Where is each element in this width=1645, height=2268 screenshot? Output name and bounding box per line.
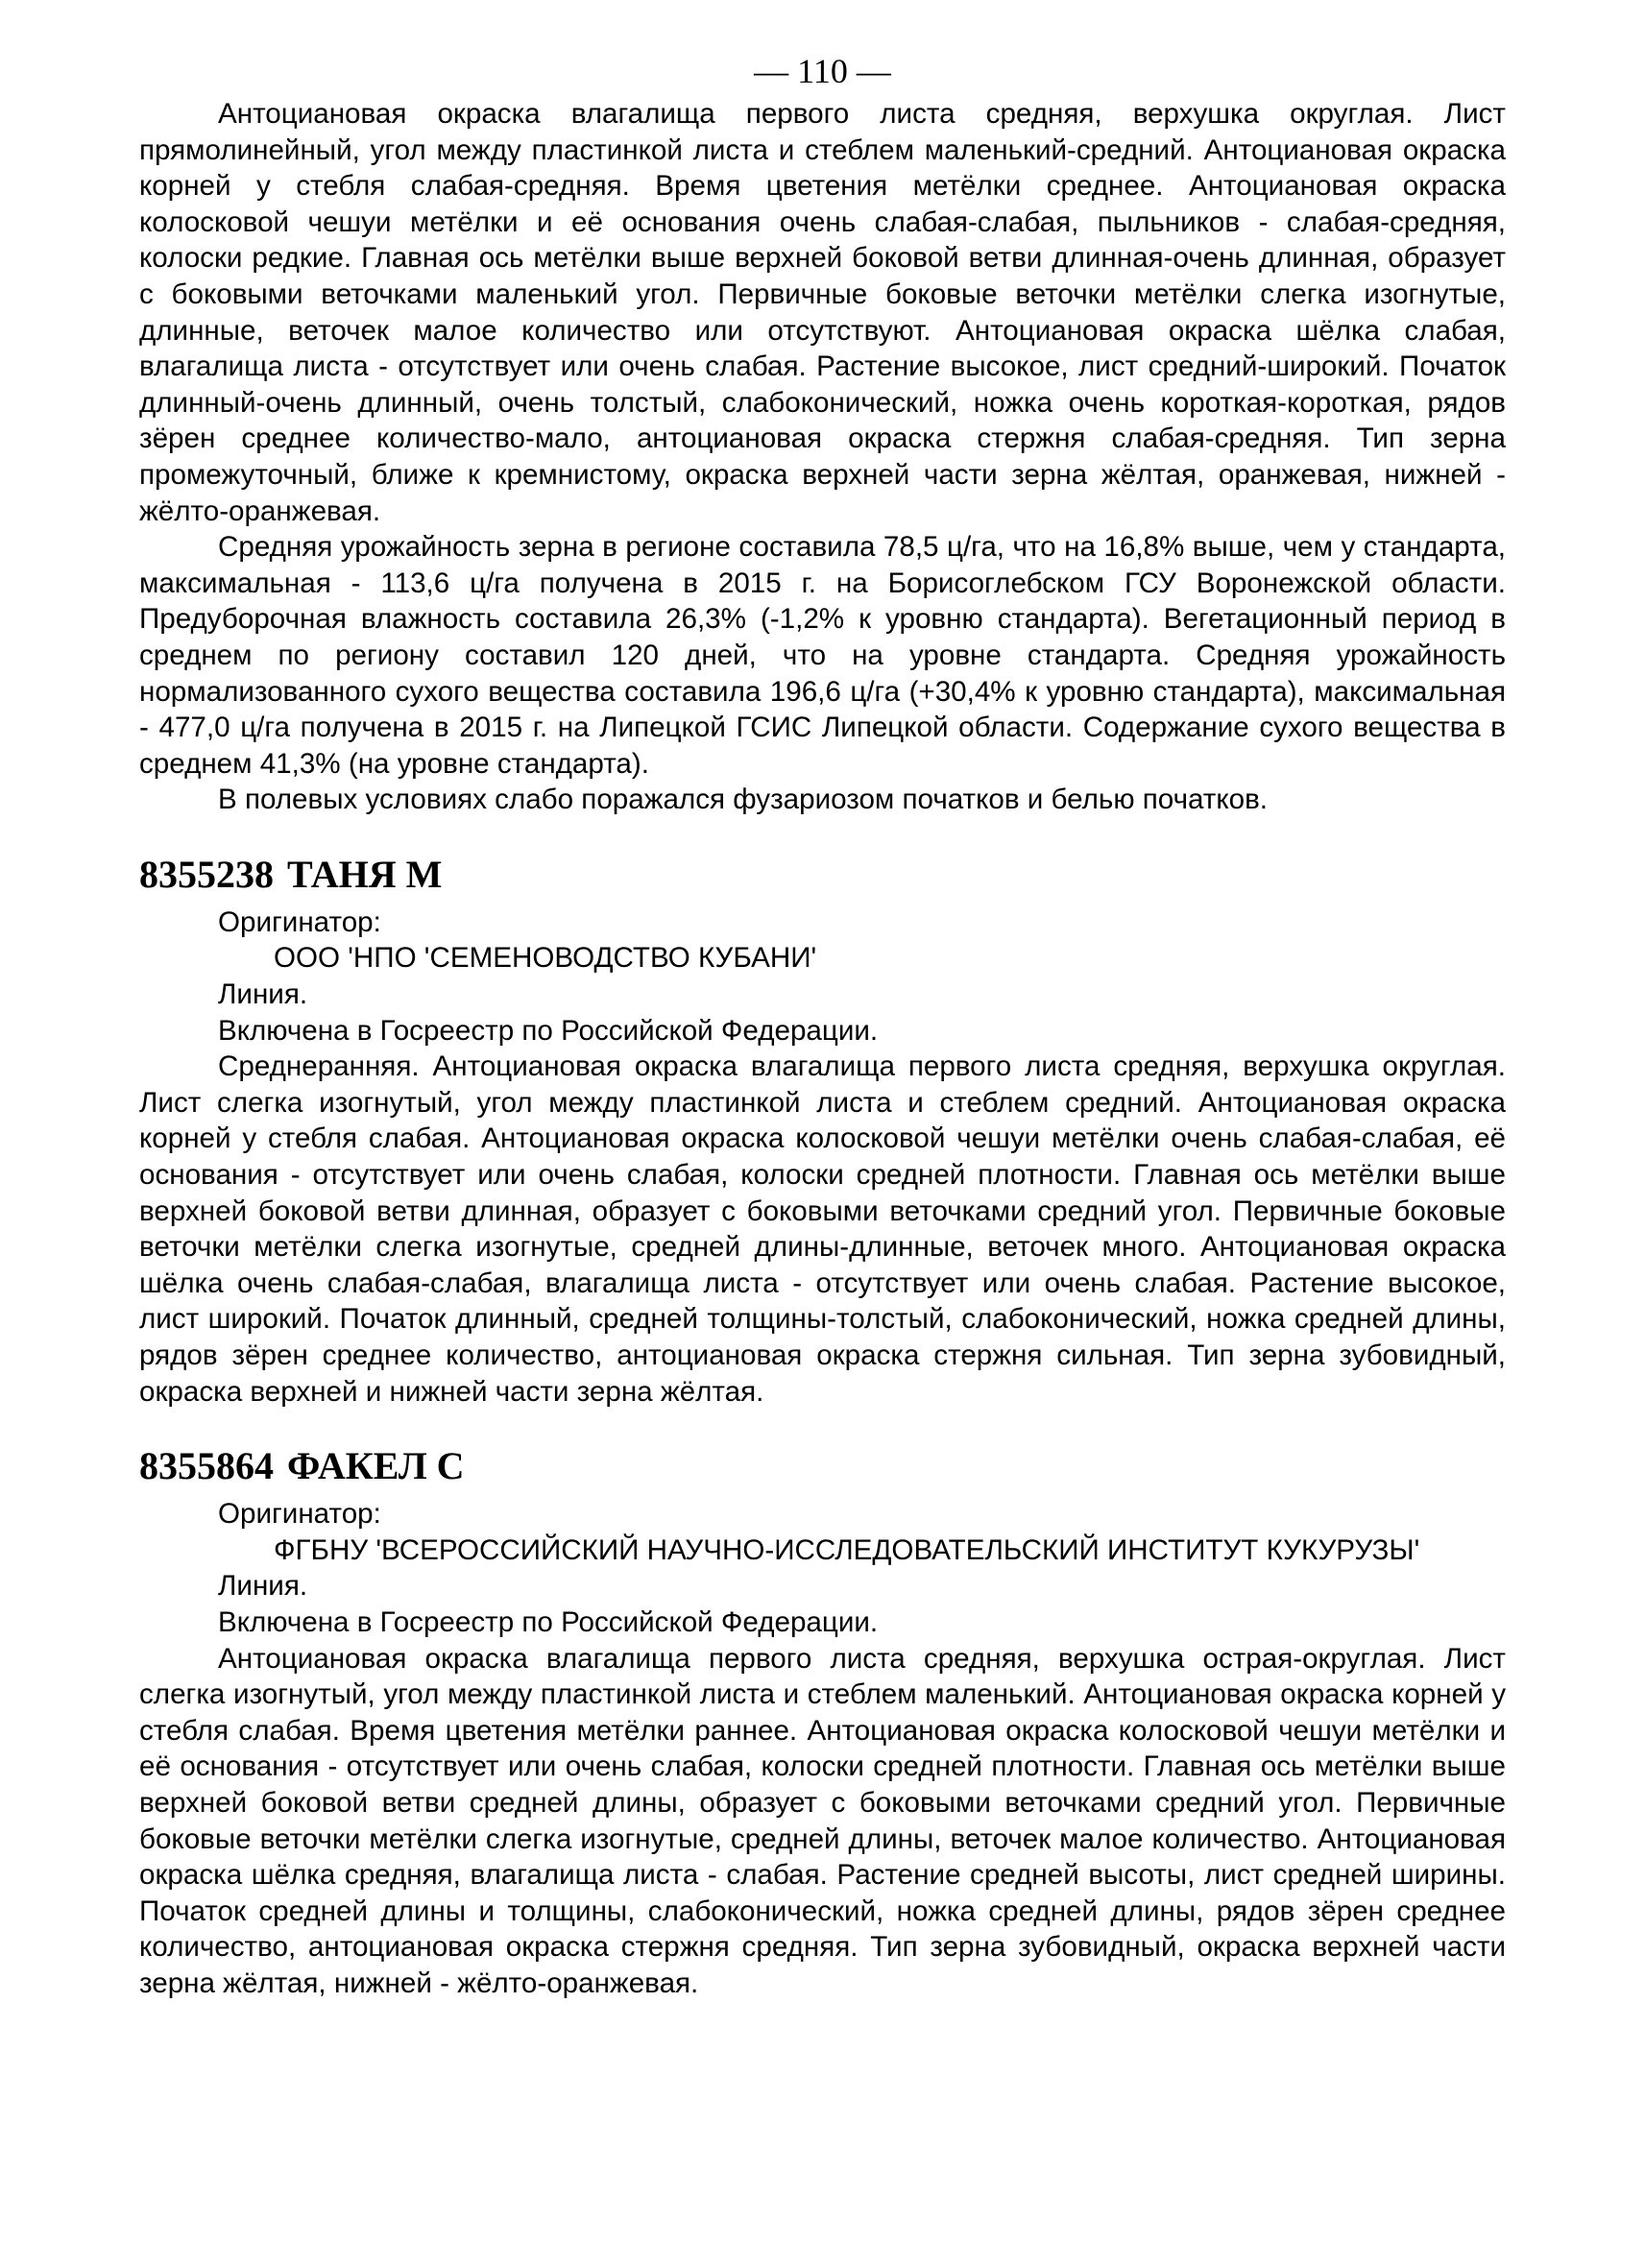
document-page bbox=[139, 48, 1506, 2002]
registry-status: Включена в Госреестр по Российской Федерации. bbox=[218, 1014, 879, 1047]
originator-name: ООО 'НПО 'СЕМЕНОВОДСТВО КУБАНИ' bbox=[274, 942, 817, 975]
originator-name: ФГБНУ 'ВСЕРОССИЙСКИЙ НАУЧНО-ИССЛЕДОВАТЕЛЬСКИЙ ИНСТИТУТ КУКУРУЗЫ' bbox=[274, 1533, 1420, 1566]
entry-tanya-m bbox=[139, 851, 1506, 1410]
entry-title: ФАКЕЛ С bbox=[287, 1444, 465, 1488]
intro-paragraph-disease: В полевых условиях слабо поражался фузариозом початков и белью початков. bbox=[218, 784, 1269, 816]
intro-paragraph-yield: Средняя урожайность зерна в регионе составила 78,5 ц/га, что на 16,8% выше, чем у стандарта, максимальная - 113,6 ц/га получена в 2015 г. на Борисоглебском ГСУ Воронежской области. Предуборочная влажность составила 26,3% (-1,2% к уровню стандарта). Вегетационный период в среднем по региону составил 120 дней, что на уровне стандарта. Средняя урожайность нормализованного сухого вещества составила 196,6 ц/га (+30,4% к уровню стандарта), максимальная - 477,0 ц/га получена в 2015 г. на Липецкой ГСИС Липецкой области. Содержание сухого вещества в среднем 41,3% (на уровне стандарта). bbox=[139, 531, 1506, 780]
intro-paragraph-morphology: Антоциановая окраска влагалища первого листа средняя, верхушка округлая. Лист прямолинейный, угол между пластинкой листа и стеблем маленький-средний. Антоциановая окраска корней у стебля слабая-средняя. Время цветения метёлки среднее. Антоциановая окраска колосковой чешуи метёлки и её основания очень слабая-слабая, пыльников - слабая-средняя, колоски редкие. Главная ось метёлки выше верхней боковой ветви длинная-очень длинная, образует с боковыми веточками маленький угол. Первичные боковые веточки метёлки слегка изогнутые, длинные, веточек малое количество или отсутствуют. Антоциановая окраска шёлка слабая, влагалища листа - отсутствует или очень слабая. Растение высокое, лист средний-широкий. Початок длинный-очень длинный, очень толстый, слабоконический, ножка очень короткая-короткая, рядов зёрен среднее количество-мало, антоциановая окраска стержня слабая-средняя. Тип зерна промежуточный, ближе к кремнистому, окраска верхней части зерна жёлтая, оранжевая, нижней - жёлто-оранжевая. bbox=[139, 98, 1506, 527]
originator-label: Оригинатор: bbox=[218, 905, 381, 938]
registry-status: Включена в Госреестр по Российской Федерации. bbox=[218, 1605, 879, 1638]
entry-title: ТАНЯ М bbox=[287, 852, 443, 896]
entry-heading bbox=[139, 1442, 1506, 1490]
entry-heading bbox=[139, 851, 1506, 899]
entry-type: Линия. bbox=[218, 1570, 308, 1603]
entry-fakel-s bbox=[139, 1442, 1506, 2001]
entry-description: Антоциановая окраска влагалища первого листа средняя, верхушка острая-округлая. Лист слегка изогнутый, угол между пластинкой листа и стеблем маленький. Антоциановая окраска корней у стебля слабая. Время цветения метёлки раннее. Антоциановая окраска колосковой чешуи метёлки и её основания - отсутствует или очень слабая, колоски средней плотности. Главная ось метёлки выше верхней боковой ветви средней длины, образует с боковыми веточками средний угол. Первичные боковые веточки метёлки слегка изогнутые, средней длины, веточек малое количество. Антоциановая окраска шёлка средняя, влагалища листа - слабая. Растение средней высоты, лист средней ширины. Початок средней длины и толщины, слабоконический, ножка средней длины, рядов зёрен среднее количество, антоциановая окраска стержня средняя. Тип зерна зубовидный, окраска верхней части зерна жёлтая, нижней - жёлто-оранжевая. bbox=[139, 1642, 1506, 1999]
intro-section bbox=[139, 96, 1506, 818]
originator-label: Оригинатор: bbox=[218, 1498, 381, 1531]
entry-type: Линия. bbox=[218, 978, 308, 1011]
entry-code: 8355238 bbox=[139, 852, 274, 896]
page-number: — 110 — bbox=[754, 52, 891, 90]
entry-description: Среднеранняя. Антоциановая окраска влагалища первого листа средняя, верхушка округлая. Лист слегка изогнутый, угол между пластинкой листа и стеблем средний. Антоциановая окраска корней у стебля слабая. Антоциановая окраска колосковой чешуи метёлки очень слабая-слабая, её основания - отсутствует или очень слабая, колоски средней плотности. Главная ось метёлки выше верхней боковой ветви длинная, образует с боковыми веточками средний угол. Первичные боковые веточки метёлки слегка изогнутые, средней длины-длинные, веточек много. Антоциановая окраска шёлка очень слабая-слабая, влагалища листа - отсутствует или очень слабая. Растение высокое, лист широкий. Початок длинный, средней толщины-толстый, слабоконический, ножка средней длины, рядов зёрен среднее количество, антоциановая окраска стержня сильная. Тип зерна зубовидный, окраска верхней и нижней части зерна жёлтая. bbox=[139, 1050, 1506, 1408]
entry-code: 8355864 bbox=[139, 1444, 274, 1488]
